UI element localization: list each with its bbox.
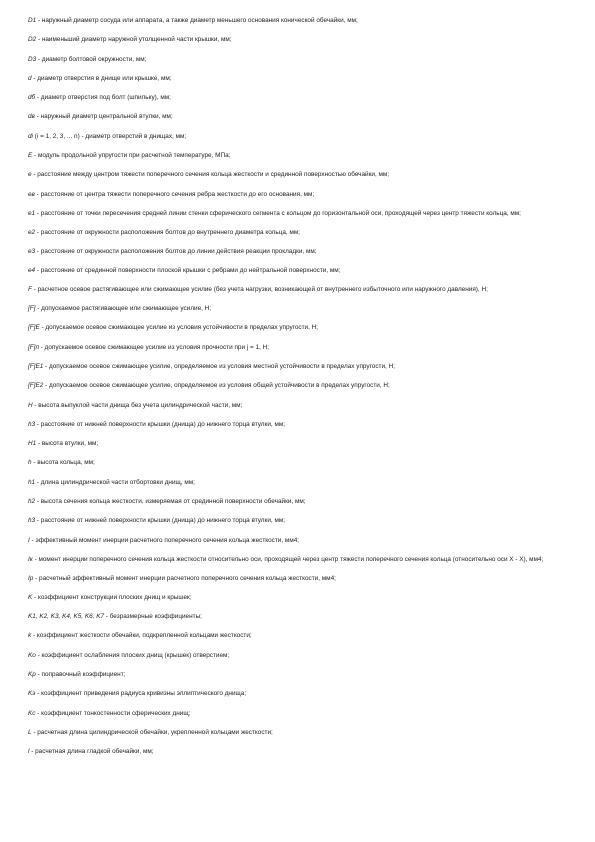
- definition-entry: [28, 516, 574, 525]
- symbol: [F]: [28, 305, 36, 313]
- definition-entry: [28, 228, 574, 237]
- definition-text: - расстояние от нижней поверхности крышки (днища) до нижнего торца втулки, мм;: [35, 420, 286, 428]
- symbol: [F]E1: [28, 362, 44, 370]
- symbol: K: [28, 593, 33, 601]
- symbol: Kэ: [28, 690, 36, 698]
- definition-entry: [28, 497, 574, 506]
- definition-text: - расстояние от срединной поверхности плоской крышки с ребрами до нейтральной поверхности, мм;: [35, 267, 341, 275]
- symbol: h2: [28, 498, 36, 506]
- definition-entry: [28, 747, 574, 756]
- definition-entry: [28, 612, 574, 621]
- definition-text: - коэффициент тонкостенности сферических днищ;: [35, 709, 191, 717]
- symbol: dв: [28, 113, 35, 121]
- symbol: d: [28, 74, 32, 82]
- definition-text: - наружный диаметр центральной втулки, мм;: [34, 113, 173, 121]
- symbol: k: [28, 632, 32, 640]
- definition-text: - расстояние от точки пересечения средней линии стенки сферического сегмента с кольцом до горизонтальной оси, проходящей через центр тяжести кольца, мм;: [35, 209, 521, 217]
- symbol: dб: [28, 94, 36, 102]
- definition-entry: [28, 670, 574, 679]
- definition-text: - расстояние от окружности расположения болтов до внутреннего диаметра кольца, мм;: [35, 228, 301, 236]
- definition-entry: [28, 93, 574, 102]
- definition-text: - допускаемое осевое сжимающее усилие, определяемое из условия общей устойчивости в пределах упругости, Н;: [43, 382, 390, 390]
- definition-entry: [28, 593, 574, 602]
- symbol: H: [28, 401, 33, 409]
- definition-entry: [28, 323, 574, 332]
- definition-text: - диаметр отверстия в днище или крышке, мм;: [31, 74, 172, 82]
- definition-entry: [28, 266, 574, 275]
- symbol: L: [28, 728, 32, 736]
- symbol: eв: [28, 190, 35, 198]
- definition-entry: [28, 458, 574, 467]
- definition-entry: [28, 381, 574, 390]
- definition-text: - высота кольца, мм;: [31, 459, 95, 467]
- definition-text: - эффективный момент инерции расчетного поперечного сечения кольца жесткости, мм4;: [29, 536, 300, 544]
- definition-entry: [28, 16, 574, 25]
- definition-text: - допускаемое осевое сжимающее усилие из условия прочности при j = 1, Н;: [38, 343, 270, 351]
- definition-entry: [28, 132, 574, 141]
- definitions-list: [28, 16, 574, 766]
- definition-entry: [28, 478, 574, 487]
- symbol: e4: [28, 267, 36, 275]
- symbol: Kр: [28, 670, 36, 678]
- definition-text: - расстояние между центром тяжести поперечного сечения кольца жесткости и срединной поверхностью обечайки, мм;: [31, 171, 390, 179]
- symbol: h1: [28, 478, 36, 486]
- symbol: h: [28, 459, 32, 467]
- definition-entry: [28, 689, 574, 698]
- definition-entry: [28, 285, 574, 294]
- symbol: D3: [28, 55, 37, 63]
- definition-text: - допускаемое осевое сжимающее усилие, определяемое из условия местной устойчивости в пределах упругости, Н;: [43, 362, 395, 370]
- definition-entry: [28, 170, 574, 179]
- symbol: Kо: [28, 651, 36, 659]
- symbol: Iк: [28, 555, 33, 563]
- definition-text: - модуль продольной упругости при расчетной температуре, МПа;: [32, 152, 231, 160]
- definition-text: - коэффициент приведения радиуса кривизны эллиптического днища;: [35, 690, 247, 698]
- definition-text: - коэффициент конструкции плоских днищ и крышек;: [32, 593, 192, 601]
- definition-entry: [28, 651, 574, 660]
- definition-text: - допускаемое растягивающее или сжимающее усилие, Н;: [35, 305, 212, 313]
- symbol: e2: [28, 228, 36, 236]
- definition-text: - наименьший диаметр наружной утолщенной части крышки, мм;: [36, 36, 232, 44]
- definition-entry: [28, 112, 574, 121]
- definition-text: - длина цилиндрической части отбортовки днищ, мм;: [35, 478, 195, 486]
- symbol: H1: [28, 440, 37, 448]
- definition-entry: [28, 362, 574, 371]
- definition-text: - момент инерции поперечного сечения кольца жесткости относительно оси, проходящей через центр тяжести поперечного сечения кольца (относительно оси X - X), мм4;: [32, 555, 544, 563]
- definition-text: - поправочный коэффициент;: [35, 670, 126, 678]
- definition-text: - расстояние от нижней поверхности крышки (днища) до нижнего торца втулки, мм;: [35, 517, 286, 525]
- definition-entry: [28, 151, 574, 160]
- symbol: E: [28, 152, 33, 160]
- definition-entry: [28, 209, 574, 218]
- definition-entry: [28, 555, 574, 564]
- symbol: e3: [28, 247, 36, 255]
- symbol: [F]E2: [28, 382, 44, 390]
- symbol: [F]п: [28, 343, 39, 351]
- symbol: h3: [28, 517, 36, 525]
- definition-entry: [28, 304, 574, 313]
- symbol: I: [28, 536, 30, 544]
- definition-text: - расчетный эффективный момент инерции расчетного поперечного сечения кольца жесткости, мм4;: [33, 574, 336, 582]
- definition-entry: [28, 709, 574, 718]
- definition-text: (i = 1, 2, 3, ... n) - диаметр отверстий в днищах, мм;: [32, 132, 187, 140]
- definition-entry: [28, 439, 574, 448]
- definition-text: - безразмерные коэффициенты;: [104, 613, 202, 621]
- definition-text: - расстояние от центра тяжести поперечного сечения ребра жесткости до его основания, мм;: [34, 190, 315, 198]
- symbol: K1, K2, K3, K4, K5, K6, K7: [28, 613, 105, 621]
- symbol: l: [28, 748, 30, 756]
- definition-text: - диаметр отверстия под болт (шпильку), мм;: [35, 94, 171, 102]
- definition-text: - коэффициент жесткости обечайки, подкрепленной кольцами жесткости;: [31, 632, 252, 640]
- symbol: F: [28, 286, 32, 294]
- definition-entry: [28, 728, 574, 737]
- symbol: h3: [28, 420, 36, 428]
- symbol: Ip: [28, 574, 34, 582]
- symbol: Kс: [28, 709, 36, 717]
- definition-text: - расчетная длина гладкой обечайки, мм;: [29, 748, 154, 756]
- definition-entry: [28, 74, 574, 83]
- definition-entry: [28, 35, 574, 44]
- symbol: [F]E: [28, 324, 40, 332]
- definition-entry: [28, 247, 574, 256]
- definition-text: - коэффициент ослабления плоских днищ (крышек) отверстием;: [35, 651, 230, 659]
- definition-entry: [28, 55, 574, 64]
- symbol: D2: [28, 36, 37, 44]
- symbol: e: [28, 171, 32, 179]
- definition-entry: [28, 420, 574, 429]
- definition-text: - диаметр болтовой окружности, мм;: [36, 55, 147, 63]
- definition-text: - расчетное осевое растягивающее или сжимающее усилие (без учета нагрузки, возникающей от внутреннего избыточного или наружного давления), Н;: [31, 286, 488, 294]
- definition-entry: [28, 631, 574, 640]
- definition-text: - наружный диаметр сосуда или аппарата, а также диаметр меньшего основания конической обечайки, мм;: [36, 17, 358, 24]
- definition-entry: [28, 401, 574, 410]
- definition-entry: [28, 574, 574, 583]
- definition-entry: [28, 190, 574, 199]
- definition-text: - высота выпуклой части днища без учета цилиндрической части, мм;: [32, 401, 243, 409]
- definition-entry: [28, 343, 574, 352]
- definition-text: - высота втулки, мм;: [36, 440, 99, 448]
- definition-entry: [28, 536, 574, 545]
- definition-text: - допускаемое осевое сжимающее усилие из условия устойчивости в пределах упругости, Н;: [39, 324, 319, 332]
- symbol: di: [28, 132, 33, 140]
- symbol: e1: [28, 209, 36, 217]
- definition-text: - расстояние от окружности расположения болтов до линии действия реакции прокладки, мм;: [35, 247, 317, 255]
- symbol: D1: [28, 17, 37, 24]
- definition-text: - расчетная длина цилиндрической обечайки, укрепленной кольцами жесткости;: [31, 728, 273, 736]
- definition-text: - высота сечения кольца жесткости, измеряемая от срединной поверхности обечайки, мм;: [35, 498, 306, 506]
